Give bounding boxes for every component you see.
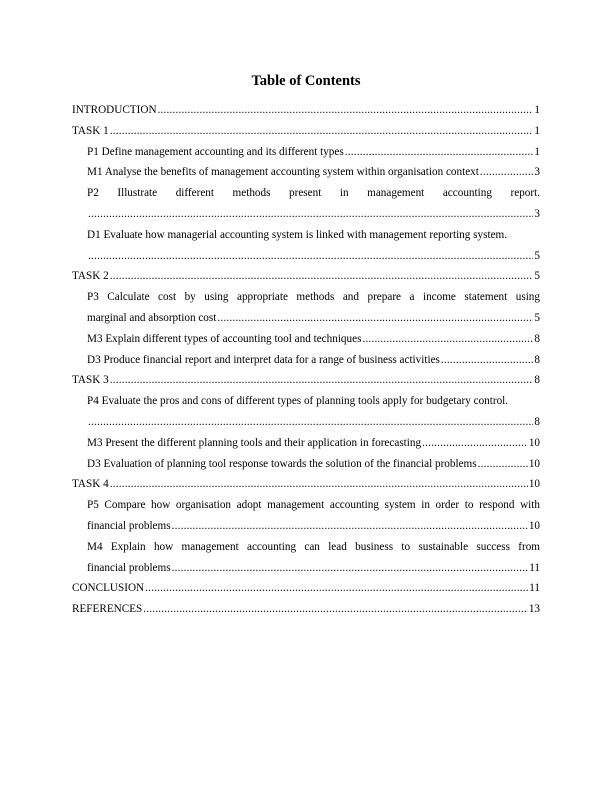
- dot-leader: [110, 370, 534, 391]
- toc-page-number: 3: [534, 207, 540, 220]
- toc-entry-label: D1 Evaluate how managerial accounting system is linked with management reporting system.: [87, 228, 508, 241]
- toc-entry-label: TASK 4: [72, 478, 109, 491]
- toc-entry-p4[interactable]: [87, 391, 540, 433]
- dot-leader: [217, 308, 533, 329]
- toc-page-number: 8: [534, 332, 540, 345]
- toc-entry-label: P2 Illustrate different methods present in management accounting report.: [87, 187, 540, 200]
- toc-page-number: 1: [534, 145, 540, 158]
- toc-entry-task-4[interactable]: [72, 474, 540, 495]
- toc-entry-label: M3 Explain different types of accounting tool and techniques: [87, 332, 362, 345]
- dot-leader: [441, 350, 534, 371]
- toc-page-number: 10: [528, 436, 540, 449]
- dot-leader: [478, 454, 528, 475]
- toc-entry-label: REFERENCES: [72, 603, 143, 616]
- toc-entry-label: M1 Analyse the benefits of management accounting system within organisation context: [87, 166, 479, 179]
- toc-entry-m1[interactable]: [87, 162, 540, 183]
- toc-entry-label: P3 Calculate cost by using appropriate methods and prepare a income statement using: [87, 291, 540, 304]
- dot-leader: [110, 121, 534, 142]
- toc-page-number: 10: [528, 478, 540, 491]
- dot-leader: [345, 142, 534, 163]
- toc-page-number: 8: [534, 374, 540, 387]
- dot-leader: [110, 474, 528, 495]
- toc-entry-task-2[interactable]: [72, 266, 540, 287]
- toc-entry-d3-planning[interactable]: [87, 454, 540, 475]
- toc-entry-label: M3 Present the different planning tools and their application in forecasting: [87, 436, 422, 449]
- dot-leader: [362, 329, 533, 350]
- toc-entry-label-continued: financial problems: [87, 519, 171, 532]
- toc-entry-label: D3 Evaluation of planning tool response towards the solution of the financial problems: [87, 457, 477, 470]
- toc-entry-label: P1 Define management accounting and its different types: [87, 145, 344, 158]
- toc-entry-p5[interactable]: [87, 495, 540, 537]
- dot-leader: [110, 266, 534, 287]
- toc-entry-task-3[interactable]: [72, 370, 540, 391]
- toc-entry-label: INTRODUCTION: [72, 104, 157, 116]
- toc-entry-label-continued: financial problems: [87, 561, 171, 574]
- dot-leader: [88, 204, 533, 225]
- toc-entry-label: D3 Produce financial report and interpret data for a range of business activities: [87, 353, 440, 366]
- toc-entry-label: TASK 3: [72, 374, 109, 387]
- toc-page-number: 11: [529, 561, 540, 574]
- toc-entry-m4[interactable]: [87, 537, 540, 579]
- toc-entry-d1[interactable]: [87, 225, 540, 267]
- toc-entry-label-continued: marginal and absorption cost: [87, 311, 217, 324]
- toc-page-number: 8: [534, 415, 540, 428]
- toc-entry-label: P4 Evaluate the pros and cons of different types of planning tools apply for budgetary control.: [87, 395, 509, 408]
- toc-page-number: 10: [528, 457, 540, 470]
- table-of-contents: [72, 100, 540, 620]
- toc-entry-d3[interactable]: [87, 350, 540, 371]
- dot-leader: [172, 558, 529, 579]
- toc-entry-label: TASK 2: [72, 270, 109, 283]
- toc-entry-label: CONCLUSION: [72, 582, 145, 595]
- toc-entry-task-1[interactable]: [72, 121, 540, 142]
- toc-entry-p2[interactable]: [87, 183, 540, 225]
- toc-entry-p1[interactable]: [87, 142, 540, 163]
- toc-page-number: 8: [534, 353, 540, 366]
- toc-entry-introduction[interactable]: [72, 100, 540, 121]
- page-title: Table of Contents: [251, 73, 361, 89]
- toc-entry-label: M4 Explain how management accounting can lead business to sustainable success from: [87, 540, 540, 553]
- toc-page-number: 1: [534, 124, 540, 137]
- dot-leader: [172, 516, 528, 537]
- toc-page-number: 3: [534, 166, 540, 179]
- toc-entry-references[interactable]: [72, 599, 540, 620]
- toc-entry-label: P5 Compare how organisation adopt management accounting system in order to respond with: [87, 499, 540, 512]
- toc-entry-conclusion[interactable]: [72, 578, 540, 599]
- toc-page-number: 5: [534, 249, 540, 262]
- dot-leader: [422, 433, 528, 454]
- toc-page-number: 13: [528, 603, 540, 616]
- dot-leader: [158, 100, 534, 121]
- toc-page-number: 11: [529, 582, 540, 595]
- dot-leader: [88, 412, 533, 433]
- dot-leader: [480, 162, 534, 183]
- toc-entry-m3[interactable]: [87, 329, 540, 350]
- toc-entry-m3-planning[interactable]: [87, 433, 540, 454]
- dot-leader: [88, 246, 533, 267]
- toc-page-number: 5: [534, 311, 540, 324]
- toc-entry-label: TASK 1: [72, 124, 109, 137]
- toc-page-number: 1: [534, 104, 540, 116]
- dot-leader: [145, 578, 528, 599]
- dot-leader: [143, 599, 528, 620]
- toc-entry-p3[interactable]: [87, 287, 540, 329]
- toc-page-number: 10: [528, 519, 540, 532]
- toc-page-number: 5: [534, 270, 540, 283]
